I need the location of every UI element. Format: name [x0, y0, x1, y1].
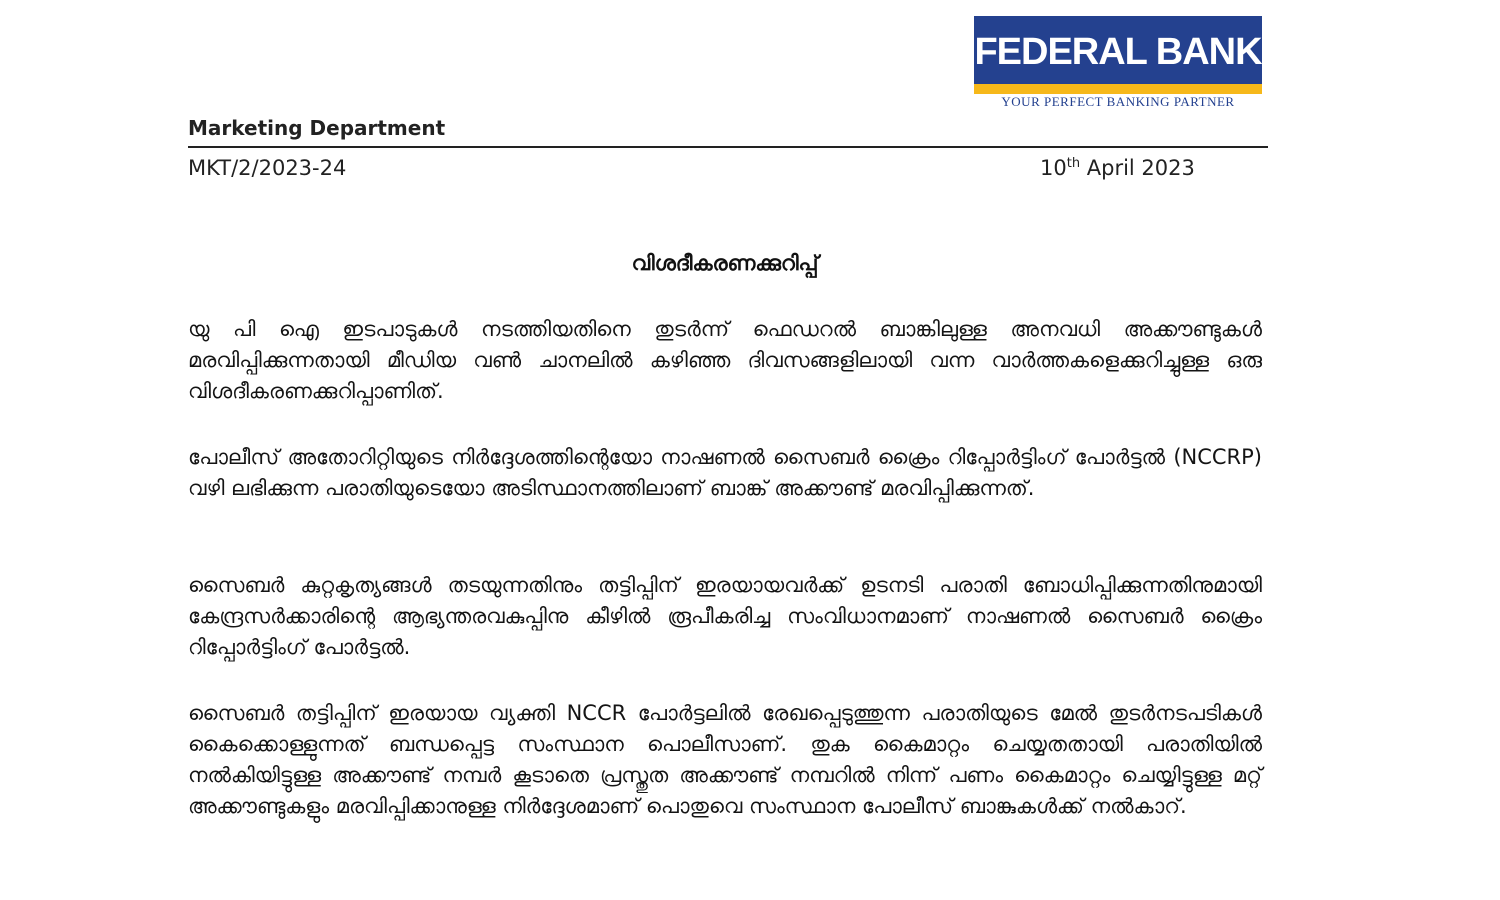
logo-name: FEDERAL BANK	[974, 31, 1262, 73]
logo-yellow-stripe	[974, 84, 1262, 94]
date-month-year: April 2023	[1080, 156, 1195, 180]
paragraph-2: പോലീസ് അതോറിറ്റിയുടെ നിർദ്ദേശത്തിന്റെയോ നാഷണൽ സൈബർ ക്രൈം റിപ്പോർട്ടിംഗ് പോർട്ടൽ (NCCRP) വഴി ലഭിക്കുന്ന പരാതിയുടെയോ അടിസ്ഥാനത്തിലാണ് ബാങ്ക് അക്കൗണ്ട് മരവിപ്പിക്കുന്നത്.	[188, 445, 1262, 500]
letter-date	[1040, 153, 1195, 183]
paragraph-4: സൈബർ തട്ടിപ്പിന് ഇരയായ വ്യക്തി NCCR പോർട്ടലിൽ രേഖപ്പെടുത്തുന്ന പരാതിയുടെ മേൽ തുടർനടപടികൾ കൈക്കൊള്ളുന്നത് ബന്ധപ്പെട്ട സംസ്ഥാന പൊലീസാണ്. തുക കൈമാറ്റം ചെയ്യതതായി പരാതിയിൽ നൽകിയിട്ടുള്ള അക്കൗണ്ട് നമ്പർ കൂടാതെ പ്രസ്തുത അക്കൗണ്ട് നമ്പറിൽ നിന്ന് പണം കൈമാറ്റം ചെയ്യിട്ടുള്ള മറ്റ് അക്കൗണ്ടുകളും മരവിപ്പിക്കാനുള്ള നിർദ്ദേശമാണ് പൊതുവെ സംസ്ഥാന പോലീസ് ബാങ്കുകൾക്ക് നൽകാറ്.	[188, 701, 1262, 818]
paragraph-3: സൈബർ കുറ്റകൃത്യങ്ങൾ തടയുന്നതിനും തട്ടിപ്പിന് ഇരയായവർക്ക് ഉടനടി പരാതി ബോധിപ്പിക്കുന്നതിനുമായി കേന്ദ്രസർക്കാരിന്റെ ആഭ്യന്തരവകുപ്പിനു കീഴിൽ രൂപീകരിച്ച സംവിധാനമാണ് നാഷണൽ സൈബർ ക്രൈം റിപ്പോർട്ടിംഗ് പോർട്ടൽ.	[188, 573, 1262, 659]
document-title: വിശദീകരണക്കുറിപ്പ്	[631, 251, 819, 275]
header-divider	[188, 146, 1268, 148]
date-day: 10	[1040, 156, 1067, 180]
department-name: Marketing Department	[188, 116, 446, 140]
date-suffix: th	[1066, 156, 1081, 171]
logo-tagline: YOUR PERFECT BANKING PARTNER	[1001, 94, 1235, 109]
federal-bank-logo	[974, 16, 1262, 108]
reference-number: MKT/2/2023-24	[188, 156, 347, 180]
paragraph-1: യു പി ഐ ഇടപാടുകൾ നടത്തിയതിനെ തുടർന്ന് ഫെഡറൽ ബാങ്കിലുള്ള അനവധി അക്കൗണ്ടുകൾ മരവിപ്പിക്കുന്നതായി മീഡിയ വൺ ചാനലിൽ കഴിഞ്ഞ ദിവസങ്ങളിലായി വന്ന വാർത്തകളെക്കുറിച്ചുള്ള ഒരു വിശദീകരണക്കുറിപ്പാണിത്.	[188, 317, 1262, 403]
